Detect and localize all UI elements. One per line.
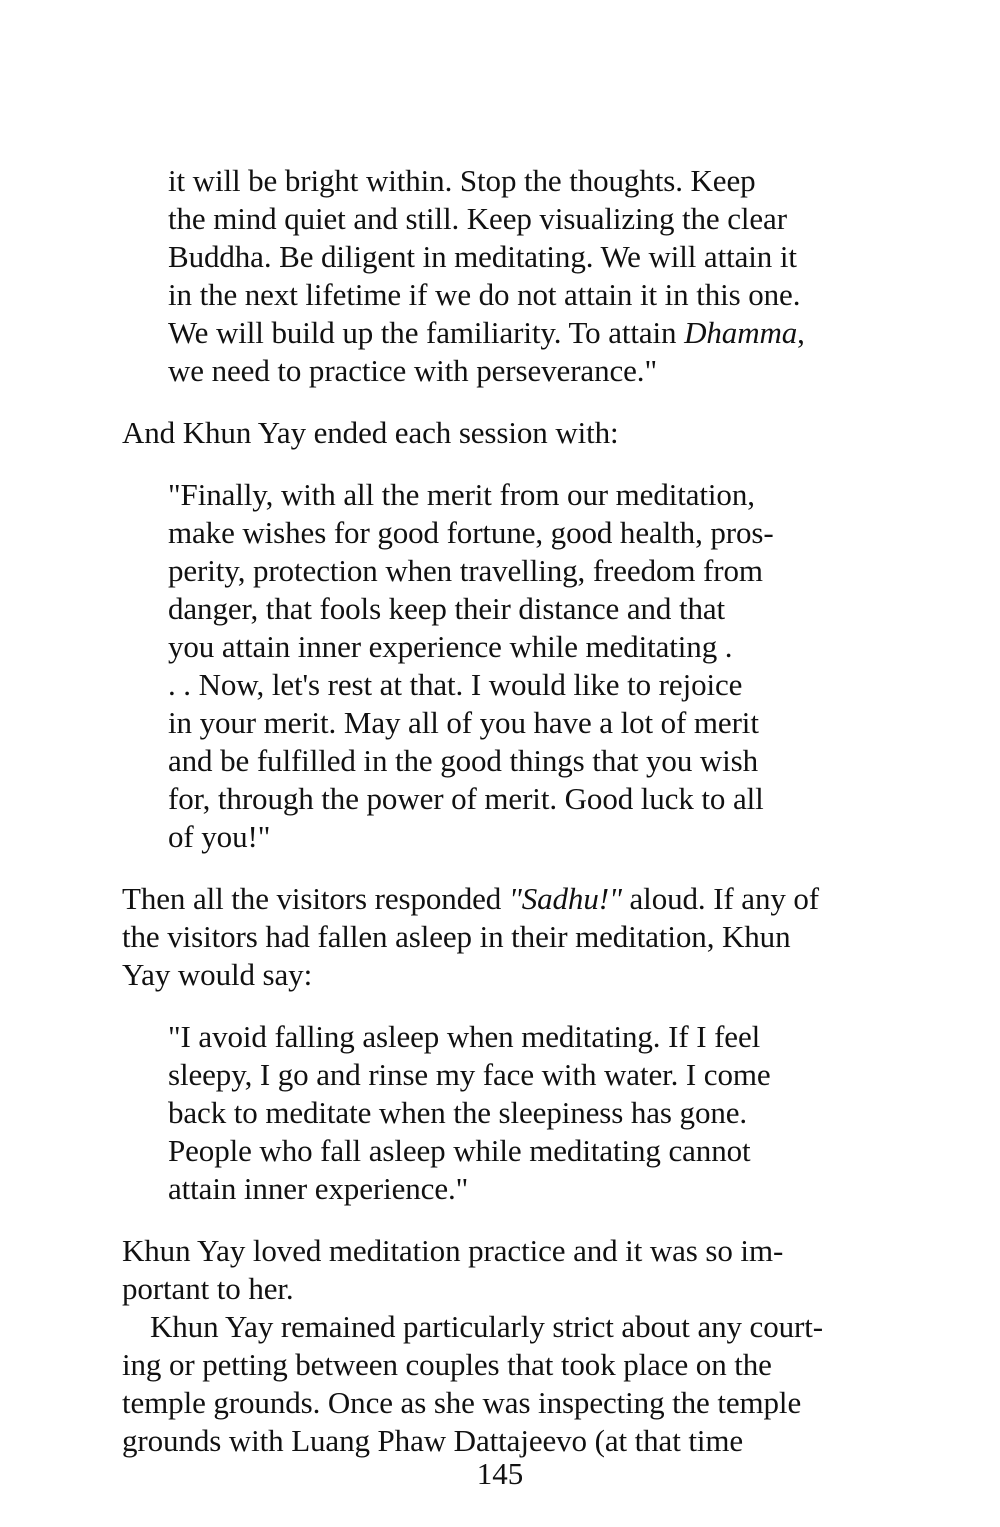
quote1-line-6: we need to practice with perseverance." xyxy=(168,353,657,388)
quote3-line-2: sleepy, I go and rinse my face with water. I come xyxy=(168,1057,771,1092)
quote3-line-4: People who fall asleep while meditating cannot xyxy=(168,1133,751,1168)
quote1-line-5-text: We will build up the familiarity. To attain xyxy=(168,315,685,350)
quote3-line-5: attain inner experience." xyxy=(168,1171,469,1206)
quote2-line-3: perity, protection when travelling, freedom from xyxy=(168,553,763,588)
quote2-line-10: of you!" xyxy=(168,819,271,854)
quote2-line-7: in your merit. May all of you have a lot of merit xyxy=(168,705,759,740)
quote3-line-1: "I avoid falling asleep when meditating. If I feel xyxy=(168,1019,761,1054)
quote2-line-5: you attain inner experience while meditating . xyxy=(168,629,733,664)
quote2-line-8: and be fulfilled in the good things that you wish xyxy=(168,743,759,778)
quote2-line-4: danger, that fools keep their distance and that xyxy=(168,591,726,626)
para3-line-1: Khun Yay loved meditation practice and it was so im- xyxy=(122,1233,784,1268)
para4-line-3: temple grounds. Once as she was inspecting the temple xyxy=(122,1385,802,1420)
quote1-line-5-comma: , xyxy=(797,315,805,350)
para4-line-1: Khun Yay remained particularly strict about any court- xyxy=(150,1309,823,1344)
quote3-line-3: back to meditate when the sleepiness has gone. xyxy=(168,1095,748,1130)
quote1-line-2: the mind quiet and still. Keep visualizing the clear xyxy=(168,201,787,236)
quote1-line-4: in the next lifetime if we do not attain it in this one. xyxy=(168,277,801,312)
para3-line-2: portant to her. xyxy=(122,1271,294,1306)
quote2-line-1: "Finally, with all the merit from our meditation, xyxy=(168,477,755,512)
quote1-line-3: Buddha. Be diligent in meditating. We will attain it xyxy=(168,239,797,274)
para2-line-1-end: aloud. If any of xyxy=(621,881,820,916)
quote2-line-9: for, through the power of merit. Good luck to all xyxy=(168,781,764,816)
page-number: 145 xyxy=(476,1456,524,1491)
para2-line-1-start: Then all the visitors responded xyxy=(122,881,509,916)
sadhu-term: "Sadhu!" xyxy=(508,881,622,916)
para2-line-3: Yay would say: xyxy=(122,957,313,992)
quote2-line-2: make wishes for good fortune, good health, pros- xyxy=(168,515,774,550)
quote1-line-1: it will be bright within. Stop the thoughts. Keep xyxy=(168,163,756,198)
para2-line-2: the visitors had fallen asleep in their meditation, Khun xyxy=(122,919,791,954)
quote1-line-5 xyxy=(168,314,805,352)
quote2-line-6: . . Now, let's rest at that. I would like to rejoice xyxy=(168,667,743,702)
para4-line-2: ing or petting between couples that took place on the xyxy=(122,1347,772,1382)
para1-line-1: And Khun Yay ended each session with: xyxy=(122,415,619,450)
dhamma-term: Dhamma xyxy=(684,315,798,350)
para2-line-1 xyxy=(122,880,819,918)
para4-line-4: grounds with Luang Phaw Dattajeevo (at that time xyxy=(122,1423,744,1458)
